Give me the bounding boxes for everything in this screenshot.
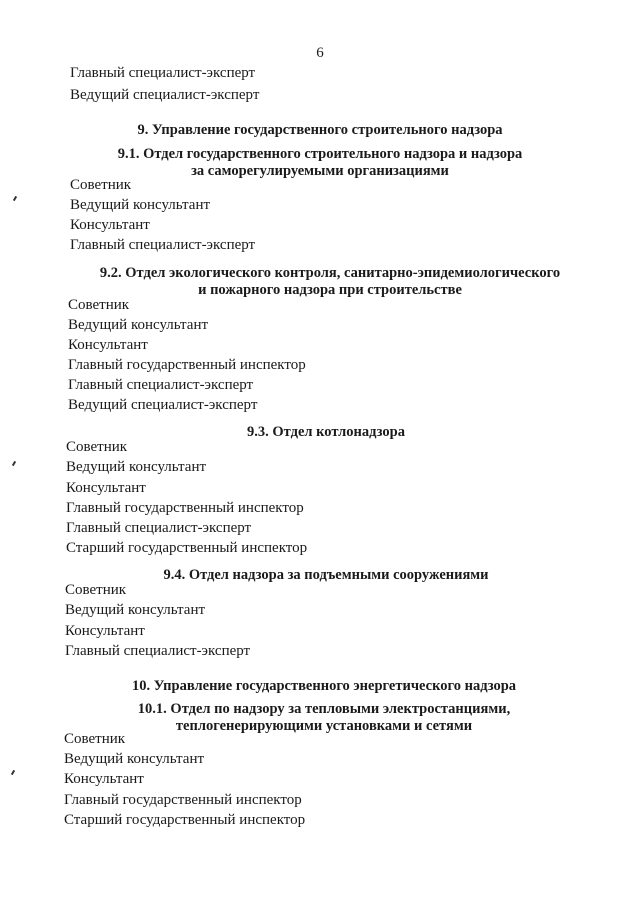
page-number: 6 bbox=[316, 45, 324, 61]
position-item: Советник bbox=[66, 439, 128, 455]
scan-mark bbox=[11, 770, 15, 775]
position-item: Ведущий консультант bbox=[70, 197, 211, 213]
position-item: Ведущий консультант bbox=[66, 459, 207, 475]
position-item: Главный государственный инспектор bbox=[66, 500, 304, 516]
position-item: Главный специалист-эксперт bbox=[68, 377, 254, 393]
scan-mark bbox=[12, 461, 16, 466]
position-item: Консультант bbox=[65, 623, 145, 639]
position-item: Советник bbox=[65, 582, 127, 598]
position-item: Главный государственный инспектор bbox=[64, 792, 302, 808]
position-item: Ведущий консультант bbox=[65, 602, 206, 618]
section-heading-9-1: 9.1. Отдел государственного строительного надзора и надзора bbox=[117, 146, 523, 162]
position-item: Консультант bbox=[66, 480, 146, 496]
position-item: Ведущий специалист-эксперт bbox=[68, 397, 258, 413]
section-heading-10-1: 10.1. Отдел по надзору за тепловыми электростанциями, bbox=[137, 701, 511, 717]
position-item: Советник bbox=[68, 297, 130, 313]
section-heading-9: 9. Управление государственного строительного надзора bbox=[137, 122, 503, 138]
position-item: Главный специалист-эксперт bbox=[70, 65, 256, 81]
position-item: Главный специалист-эксперт bbox=[66, 520, 252, 536]
section-heading-10-1-cont: теплогенерирующими установками и сетями bbox=[175, 718, 473, 734]
position-item: Ведущий специалист-эксперт bbox=[70, 87, 260, 103]
position-item: Консультант bbox=[70, 217, 150, 233]
position-item: Ведущий консультант bbox=[68, 317, 209, 333]
section-heading-9-2: 9.2. Отдел экологического контроля, санитарно-эпидемиологического bbox=[99, 265, 561, 281]
section-heading-10: 10. Управление государственного энергетического надзора bbox=[131, 678, 517, 694]
position-item: Консультант bbox=[64, 771, 144, 787]
section-heading-9-1-cont: за саморегулируемыми организациями bbox=[191, 163, 449, 179]
position-item: Ведущий консультант bbox=[64, 751, 205, 767]
position-item: Главный государственный инспектор bbox=[68, 357, 306, 373]
position-item: Советник bbox=[70, 177, 132, 193]
position-item: Консультант bbox=[68, 337, 148, 353]
section-heading-9-3: 9.3. Отдел котлонадзора bbox=[247, 424, 405, 440]
section-heading-9-4: 9.4. Отдел надзора за подъемными сооружениями bbox=[163, 567, 489, 583]
position-item: Старший государственный инспектор bbox=[64, 812, 306, 828]
position-item: Советник bbox=[64, 731, 126, 747]
scan-mark bbox=[13, 196, 17, 201]
position-item: Старший государственный инспектор bbox=[66, 540, 308, 556]
section-heading-9-2-cont: и пожарного надзора при строительстве bbox=[198, 282, 462, 298]
position-item: Главный специалист-эксперт bbox=[65, 643, 251, 659]
position-item: Главный специалист-эксперт bbox=[70, 237, 256, 253]
